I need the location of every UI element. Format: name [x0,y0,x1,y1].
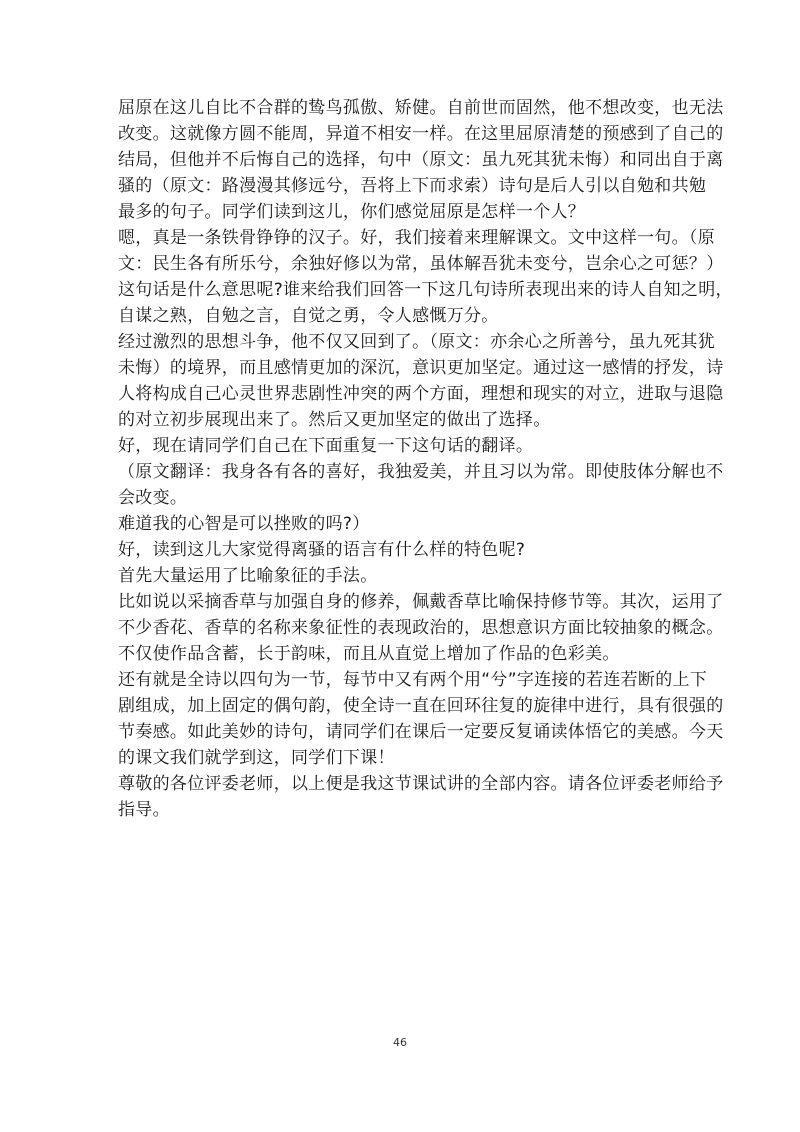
text-line: 会改变。 [118,488,188,508]
text-line: 不少香花、香草的名称来象征性的表现政治的，思想意识方面比较抽象的概念。 [118,618,724,638]
text-line: 不仅使作品含蓄，长于韵味，而且从直觉上增加了作品的色彩美。 [118,644,620,664]
text-line: 比如说以采摘香草与加强自身的修养，佩戴香草比喻保持修节等。其次，运用了 [118,592,724,612]
text-line: （原文翻译：我身各有各的喜好，我独爱美，并且习以为常。即使肢体分解也不 [118,462,724,482]
text-line: 好，读到这儿大家觉得离骚的语言有什么样的特色呢? [118,540,526,560]
document-body [118,95,733,823]
text-line: 骚的（原文：路漫漫其修远兮，吾将上下而求索）诗句是后人引以自勉和共勉 [118,176,707,196]
text-line: 文：民生各有所乐兮，余独好修以为常，虽体解吾犹未变兮，岂余心之可惩？） [118,254,724,274]
text-line: 结局，但他并不后悔自己的选择，句中（原文：虽九死其犹未悔）和同出自于离 [118,150,724,170]
text-line: 还有就是全诗以四句为一节，每节中又有两个用“兮”字连接的若连若断的上下 [118,670,708,690]
text-line: 尊敬的各位评委老师，以上便是我这节课试讲的全部内容。请各位评委老师给予 [118,774,724,794]
text-line: 难道我的心智是可以挫败的吗?） [118,514,370,534]
text-line: 最多的句子。同学们读到这儿，你们感觉屈原是怎样一个人？ [118,202,586,222]
text-line: 的对立初步展现出来了。然后又更加坚定的做出了选择。 [118,410,551,430]
text-line: 好，现在请同学们自己在下面重复一下这句话的翻译。 [118,436,534,456]
text-line: 改变。这就像方圆不能周，异道不相安一样。在这里屈原清楚的预感到了自己的 [118,124,724,144]
text-line: 人将构成自己心灵世界悲剧性冲突的两个方面，理想和现实的对立，进取与退隐 [118,384,724,404]
text-line: 的课文我们就学到这，同学们下课！ [118,748,395,768]
text-line: 自谋之熟，自勉之言，自觉之勇，令人感慨万分。 [118,306,499,326]
text-line: 节奏感。如此美妙的诗句，请同学们在课后一定要反复诵读体悟它的美感。今天 [118,722,724,742]
text-line: 经过激烈的思想斗争，他不仅又回到了。（原文：亦余心之所善兮，虽九死其犹 [118,332,715,352]
text-line: 这句话是什么意思呢?谁来给我们回答一下这几句诗所表现出来的诗人自知之明， [118,280,733,300]
text-line: 剧组成，加上固定的偶句韵，使全诗一直在回环往复的旋律中进行，具有很强的 [118,696,724,716]
text-line: 未悔）的境界，而且感情更加的深沉，意识更加坚定。通过这一感情的抒发，诗 [118,358,724,378]
text-line: 嗯，真是一条铁骨铮铮的汉子。好，我们接着来理解课文。文中这样一句。（原 [118,228,715,248]
text-line: 指导。 [118,800,170,820]
text-line: 首先大量运用了比喻象征的手法。 [118,566,378,586]
text-line: 屈原在这儿自比不合群的鸷鸟孤傲、矫健。自前世而固然，他不想改变，也无法 [118,98,724,118]
page-number: 46 [393,1036,407,1049]
